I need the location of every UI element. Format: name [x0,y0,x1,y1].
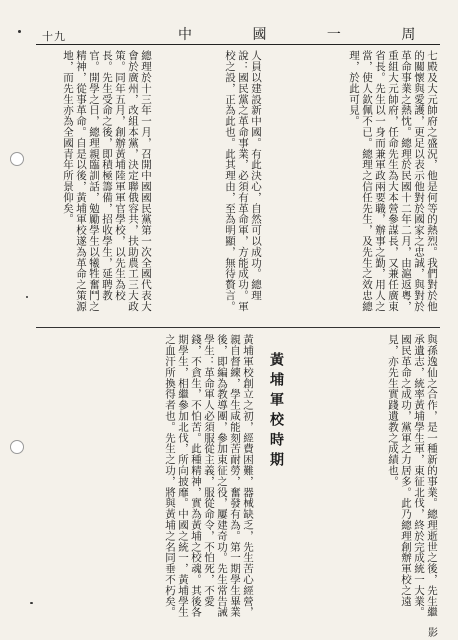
print-speck [30,602,33,604]
binding-hole [10,152,24,166]
article-column-bottom-right [288,334,438,622]
article-column-top-middle [158,50,262,320]
column-text: 總理於十三年一月，召開中國國民黨第一次全國代表大會於廣州，改組本黨，決定聯俄容共，扶助農工三大政策。同年五月，創辦黃埔陸軍軍官學校，以先生為校長。先生受命之後，即積極籌備，招收學生，延聘教官。開學之日，總理親臨訓話，勉勵學生以犧牲奮鬥之精神，從事革命。自是以後，黃埔軍校遂為革命之策源地，而先生亦為全國青年所景仰矣。 [62,50,152,312]
column-text: 人員以建設新中國。有此決心，自然可以成功。總理說：國民黨之革命事業，必須有革命軍，方能成功。軍校之設，正為此也。此其理由，至為明顯，無待贅言。 [224,50,262,312]
page-number: 十九 [42,30,66,43]
column-text: 七殿及大元帥府之盛況，他是何等的熱烈。我們對於他的關懷與愛護，更足以表示他對於國家之忠誠，與對於革命事業之熱忱。總理於民國十二年二月，由滬返粵，重組大元帥府，任命先生為大本營參謀長，又兼任廣東省長。先生以一身而兼軍政兩要職，辦事之勤，用人之當，使人欽佩不已。總理之信任先生，及先生之效忠總理，於此可見。 [348,50,438,312]
running-head: 中 國 一 周 [178,27,444,43]
section-heading: 黃埔軍校時期 [268,352,284,472]
header-rule [36,44,440,45]
section-divider [36,327,440,328]
print-speck [26,296,28,298]
binding-hole [10,440,24,454]
article-column-top-left [40,50,152,320]
column-text: 黃埔軍校創立之初，經費困難，器械缺乏，先生苦心經營，親自督練，學生咸能刻苦耐勞，奮發有為。第一期學生畢業後，即編為教導團，參加東征之役，屢建奇功。先生常告誡學生：革命軍人必須服從主義，服從命令，不怕死，不愛錢，不貪生，不怕苦。此種精神，實為黃埔之校魂。其後各期學生，相繼參加北伐，所向披靡。中國之統一，黃埔學生之血汗所換得者也。先生之功，將與黃埔之名同垂不朽矣。 [164,334,254,618]
corner-mark: 影 [428,628,438,639]
article-column-top-right [268,50,438,320]
article-column-bottom-left [38,334,254,622]
print-speck [18,30,21,33]
column-text: 與孫逸仙之合作，是一種新的事業。總理逝世之後，先生繼承遺志，統率黃埔學生軍，東征北伐，終於完成統一大業。國民革命之成功，黨軍之力居多。此乃總理創辦軍校之遠見，亦先生實踐遺教之成績也。 [387,334,438,618]
